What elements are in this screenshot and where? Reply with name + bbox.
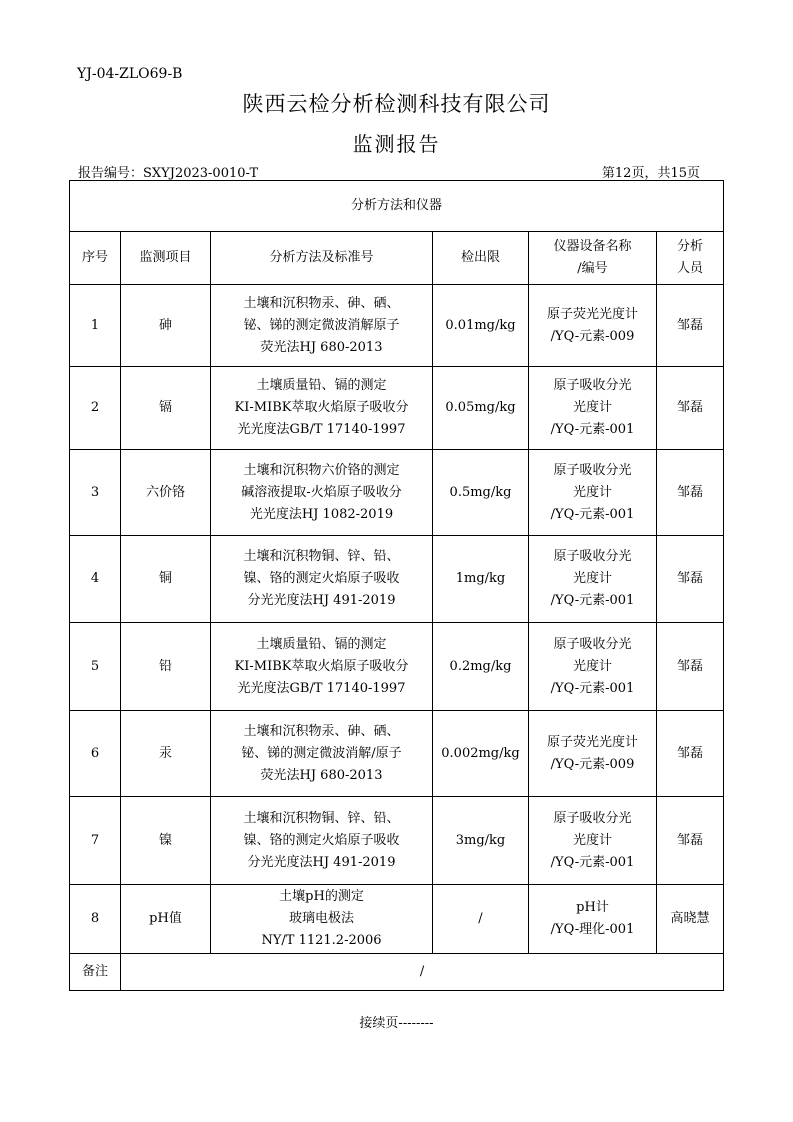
- header-instrument: [529, 232, 657, 285]
- row-method-line: 玻璃电极法: [288, 911, 354, 926]
- row-method-line: 土壤和沉积物六价铬的测定: [243, 462, 400, 478]
- row-instrument-line: /YQ-元素-001: [550, 854, 635, 870]
- row-method-line: KI-MIBK萃取火焰原子吸收分: [234, 658, 409, 674]
- row-limit: 3mg/kg: [433, 797, 529, 885]
- page-info: 第12页，共15页: [601, 166, 700, 181]
- row-method-line: 镍、铬的测定火焰原子吸收: [243, 832, 400, 848]
- table-row: [70, 797, 724, 885]
- header-analyst-line: 人员: [677, 261, 704, 276]
- row-instrument-line: /YQ-理化-001: [550, 922, 635, 937]
- table-row: [70, 885, 724, 954]
- row-instrument: [529, 285, 657, 367]
- document-id: YJ-04-ZLO69-B: [77, 66, 183, 82]
- row-instrument-line: 原子吸收分光: [553, 549, 632, 564]
- row-method: [211, 285, 433, 367]
- analysis-table: [69, 180, 724, 991]
- row-instrument-line: 光度计: [572, 400, 612, 415]
- row-analyst: 高晓慧: [657, 885, 724, 954]
- continuation-note: 接续页--------: [359, 1016, 434, 1031]
- table-body: [70, 285, 724, 954]
- row-method-line: 土壤质量铅、镉的测定: [256, 378, 387, 393]
- row-method-line: 光光度法GB/T 17140-1997: [237, 422, 406, 437]
- report-number: 报告编号：SXYJ2023-0010-T: [78, 166, 259, 181]
- row-method-line: 镍、铬的测定火焰原子吸收: [243, 571, 400, 586]
- row-instrument-line: 原子荧光光度计: [546, 734, 638, 750]
- row-item: 汞: [121, 711, 211, 797]
- table-row: [70, 623, 724, 711]
- row-limit: 0.5mg/kg: [433, 450, 529, 536]
- row-item: pH值: [121, 885, 211, 954]
- header-instrument-line: /编号: [577, 261, 608, 276]
- row-method-line: 碱溶液提取-火焰原子吸收分: [241, 484, 402, 500]
- row-seq: 7: [70, 797, 121, 885]
- row-method-line: 土壤和沉积物汞、砷、硒、: [243, 723, 400, 739]
- row-limit: 1mg/kg: [433, 536, 529, 623]
- row-instrument-line: 原子吸收分光: [553, 378, 632, 393]
- row-method: [211, 797, 433, 885]
- report-title: 监测报告: [352, 132, 441, 156]
- row-instrument: [529, 623, 657, 711]
- row-instrument: [529, 450, 657, 536]
- row-instrument-line: /YQ-元素-001: [550, 680, 635, 696]
- remarks-value: /: [121, 954, 724, 991]
- row-item: 六价铬: [121, 450, 211, 536]
- row-seq: 1: [70, 285, 121, 367]
- table-caption: 分析方法和仪器: [70, 181, 724, 232]
- row-method-line: KI-MIBK萃取火焰原子吸收分: [234, 400, 409, 415]
- row-limit: 0.05mg/kg: [433, 367, 529, 450]
- row-analyst: 邹磊: [657, 711, 724, 797]
- table-row: [70, 536, 724, 623]
- row-instrument-line: 光度计: [572, 658, 612, 674]
- remarks-label: 备注: [70, 954, 121, 991]
- row-method-line: NY/T 1121.2-2006: [261, 933, 382, 948]
- table-row: [70, 367, 724, 450]
- row-instrument-line: /YQ-元素-001: [550, 593, 635, 608]
- header-seq: 序号: [70, 232, 121, 285]
- row-limit: 0.2mg/kg: [433, 623, 529, 711]
- row-method-line: 土壤和沉积物汞、砷、硒、: [243, 295, 400, 311]
- row-instrument: [529, 885, 657, 954]
- row-analyst: 邹磊: [657, 623, 724, 711]
- row-instrument-line: pH计: [576, 900, 609, 915]
- table-row: [70, 285, 724, 367]
- row-limit: 0.01mg/kg: [433, 285, 529, 367]
- row-method: [211, 536, 433, 623]
- row-method-line: 铋、锑的测定微波消解/原子: [241, 745, 402, 761]
- header-analyst: [657, 232, 724, 285]
- row-method: [211, 623, 433, 711]
- row-method-line: 光光度法HJ 1082-2019: [249, 506, 394, 522]
- row-instrument-line: 光度计: [572, 571, 612, 586]
- row-instrument-line: 原子吸收分光: [553, 636, 632, 652]
- row-instrument: [529, 367, 657, 450]
- row-method-line: 土壤和沉积物铜、锌、铅、: [243, 810, 400, 826]
- row-method-line: 荧光法HJ 680-2013: [260, 767, 383, 783]
- table-row: [70, 711, 724, 797]
- remarks-row: [70, 954, 724, 991]
- row-method-line: 分光光度法HJ 491-2019: [247, 593, 396, 608]
- row-seq: 8: [70, 885, 121, 954]
- row-instrument-line: /YQ-元素-001: [550, 506, 635, 522]
- row-method-line: 分光光度法HJ 491-2019: [247, 854, 396, 870]
- row-analyst: 邹磊: [657, 797, 724, 885]
- row-instrument-line: 原子荧光光度计: [546, 306, 638, 322]
- row-item: 铅: [121, 623, 211, 711]
- row-method-line: 铋、锑的测定微波消解原子: [243, 317, 400, 333]
- row-analyst: 邹磊: [657, 367, 724, 450]
- row-seq: 2: [70, 367, 121, 450]
- row-method-line: 土壤和沉积物铜、锌、铅、: [243, 549, 400, 564]
- header-instrument-line: 仪器设备名称: [553, 239, 632, 254]
- row-analyst: 邹磊: [657, 536, 724, 623]
- row-method-line: 光光度法GB/T 17140-1997: [237, 680, 406, 696]
- row-instrument-line: 原子吸收分光: [553, 810, 632, 826]
- row-seq: 3: [70, 450, 121, 536]
- row-seq: 4: [70, 536, 121, 623]
- row-instrument-line: /YQ-元素-001: [550, 422, 635, 437]
- row-item: 铜: [121, 536, 211, 623]
- row-item: 镍: [121, 797, 211, 885]
- row-instrument-line: /YQ-元素-009: [550, 756, 635, 772]
- table-header-row: [70, 232, 724, 285]
- row-method-line: 土壤质量铅、镉的测定: [256, 636, 387, 652]
- row-method: [211, 367, 433, 450]
- row-analyst: 邹磊: [657, 450, 724, 536]
- table-row: [70, 450, 724, 536]
- row-method: [211, 711, 433, 797]
- row-instrument-line: 光度计: [572, 484, 612, 500]
- row-seq: 6: [70, 711, 121, 797]
- header-analyst-line: 分析: [677, 239, 704, 254]
- row-limit: /: [433, 885, 529, 954]
- row-method: [211, 885, 433, 954]
- row-instrument: [529, 797, 657, 885]
- row-instrument: [529, 536, 657, 623]
- row-seq: 5: [70, 623, 121, 711]
- header-limit: 检出限: [433, 232, 529, 285]
- row-item: 砷: [121, 285, 211, 367]
- row-instrument: [529, 711, 657, 797]
- header-method: 分析方法及标准号: [211, 232, 433, 285]
- header-item: 监测项目: [121, 232, 211, 285]
- row-instrument-line: /YQ-元素-009: [550, 328, 635, 344]
- row-method-line: 土壤pH的测定: [279, 889, 364, 904]
- row-method: [211, 450, 433, 536]
- row-instrument-line: 光度计: [572, 832, 612, 848]
- row-instrument-line: 原子吸收分光: [553, 462, 632, 478]
- row-method-line: 荧光法HJ 680-2013: [260, 339, 383, 355]
- row-item: 镉: [121, 367, 211, 450]
- row-limit: 0.002mg/kg: [433, 711, 529, 797]
- company-name: 陕西云检分析检测科技有限公司: [242, 92, 551, 116]
- row-analyst: 邹磊: [657, 285, 724, 367]
